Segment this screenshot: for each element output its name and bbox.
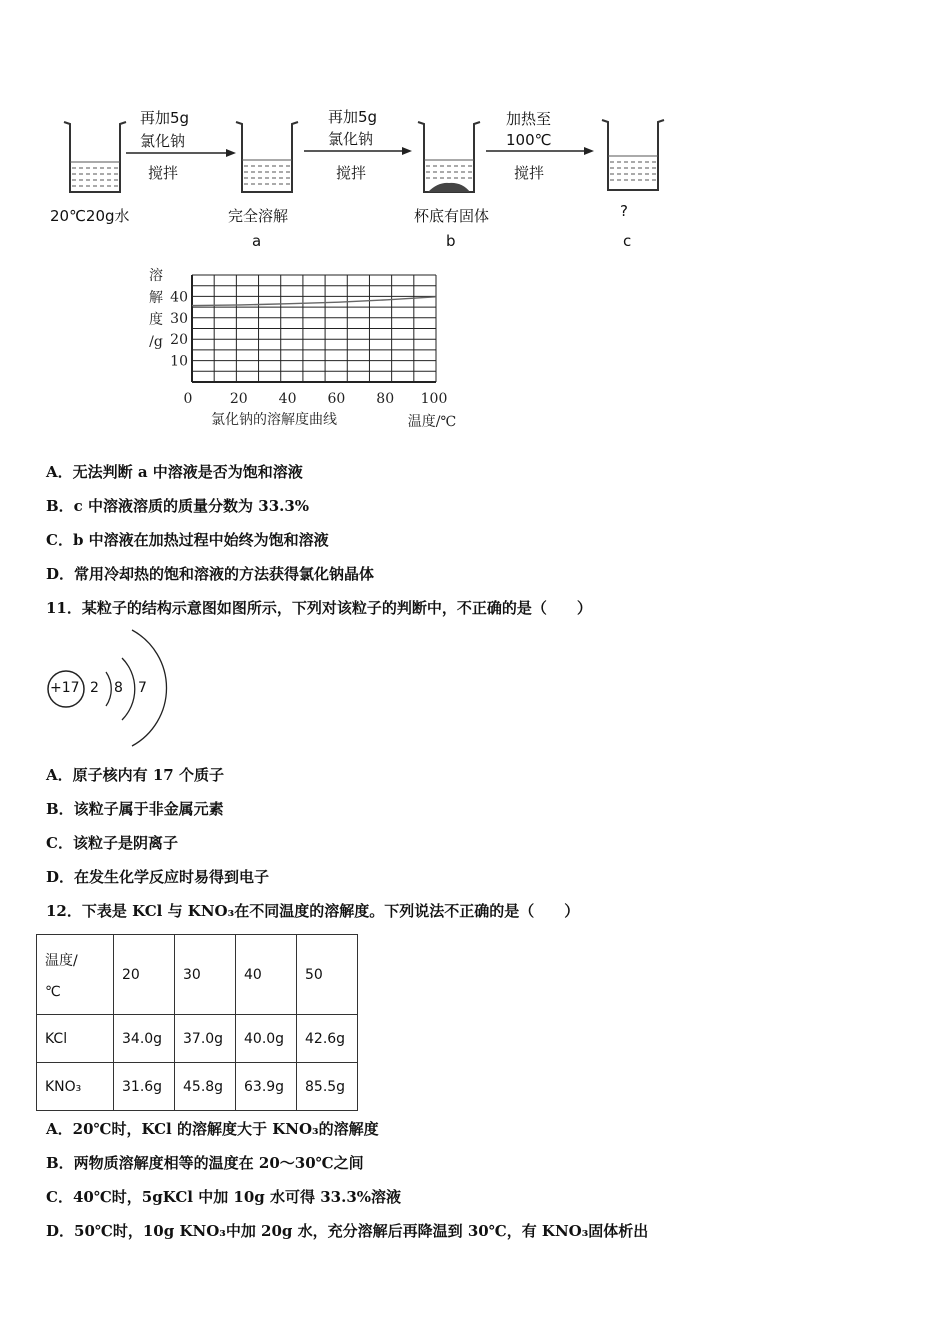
x-tick-label: 20 xyxy=(229,391,248,407)
arrow-icon xyxy=(402,147,412,155)
y-tick-label: 30 xyxy=(170,310,188,327)
q12-option-b: B．两物质溶解度相等的温度在 20～30℃之间 xyxy=(46,1154,364,1172)
solubility-table xyxy=(36,934,358,1111)
table-cell: 37.0g xyxy=(175,1015,236,1063)
table-row-label: KCl xyxy=(37,1015,114,1063)
table-cell: 42.6g xyxy=(297,1015,358,1063)
arrow-icon xyxy=(226,149,236,157)
beaker-icon xyxy=(418,122,480,192)
arrow-icon xyxy=(584,147,594,155)
x-axis-label: 温度/℃ xyxy=(407,414,457,430)
beaker-a-letter: a xyxy=(252,232,262,250)
y-axis-label: 溶 xyxy=(149,268,163,284)
x-tick-label: 80 xyxy=(376,391,395,407)
table-cell: 63.9g xyxy=(236,1063,297,1111)
beaker-icon xyxy=(602,120,664,190)
beaker0-label: 20℃20g水 xyxy=(50,207,130,225)
shell-1-electrons: 2 xyxy=(90,680,99,696)
beaker-c-letter: c xyxy=(623,232,632,250)
beaker-icon xyxy=(64,122,126,192)
solubility-chart xyxy=(140,262,480,434)
step3-line3: 搅拌 xyxy=(514,164,545,182)
q12-option-a: A．20℃时，KCl 的溶解度大于 KNO₃的溶解度 xyxy=(46,1120,379,1138)
y-axis-label: /g xyxy=(149,334,163,350)
x-tick-label: 100 xyxy=(420,391,448,407)
table-cell: 31.6g xyxy=(114,1063,175,1111)
shell-3-electrons: 7 xyxy=(138,680,147,696)
q10-option-b: B．c 中溶液溶质的质量分数为 33.3% xyxy=(46,497,310,515)
beaker-c-label: ? xyxy=(620,202,628,220)
q10-option-c: C．b 中溶液在加热过程中始终为饱和溶液 xyxy=(46,531,329,549)
y-tick-label: 20 xyxy=(170,332,188,349)
solid-precipitate-icon xyxy=(428,183,470,192)
step3-line2: 100℃ xyxy=(506,131,552,149)
table-cell: 34.0g xyxy=(114,1015,175,1063)
table-header-cell: 30 xyxy=(175,935,236,1015)
table-row xyxy=(37,1063,358,1111)
step1-line1: 再加5g xyxy=(140,109,190,127)
table-row xyxy=(37,1015,358,1063)
table-cell: 45.8g xyxy=(175,1063,236,1111)
q11-option-d: D．在发生化学反应时易得到电子 xyxy=(46,868,270,886)
y-axis-label: 度 xyxy=(149,312,163,328)
shell-2-electrons: 8 xyxy=(114,680,123,696)
step2-line3: 搅拌 xyxy=(336,164,367,182)
x-tick-label: 60 xyxy=(327,391,346,407)
q12-option-d: D．50℃时，10g KNO₃中加 20g 水，充分溶解后再降温到 30℃，有 KNO₃固体析出 xyxy=(46,1222,649,1240)
step3-line1: 加热至 xyxy=(506,110,552,128)
q12-option-c: C．40℃时，5gKCl 中加 10g 水可得 33.3%溶液 xyxy=(46,1188,402,1206)
x-tick-label: 0 xyxy=(183,391,193,407)
table-header-cell: 50 xyxy=(297,935,358,1015)
q10-option-a: A．无法判断 a 中溶液是否为饱和溶液 xyxy=(46,463,303,481)
q10-option-d: D．常用冷却热的饱和溶液的方法获得氯化钠晶体 xyxy=(46,565,375,583)
beaker-b-label: 杯底有固体 xyxy=(414,207,490,225)
beaker-b-letter: b xyxy=(446,232,456,250)
q11-option-b: B．该粒子属于非金属元素 xyxy=(46,800,224,818)
beaker-icon xyxy=(236,122,298,192)
table-header-cell: 40 xyxy=(236,935,297,1015)
chart-title: 氯化钠的溶解度曲线 xyxy=(211,412,337,428)
table-header-temp: 温度/ ℃ xyxy=(37,935,114,1015)
beaker-a-label: 完全溶解 xyxy=(228,207,289,225)
nucleus-charge: +17 xyxy=(50,680,80,696)
q11-stem: 11．某粒子的结构示意图如图所示，下列对该粒子的判断中，不正确的是（ ） xyxy=(46,599,592,617)
y-tick-label: 40 xyxy=(170,289,188,306)
y-axis-label: 解 xyxy=(149,290,163,306)
q11-option-c: C．该粒子是阴离子 xyxy=(46,834,178,852)
y-tick-label: 10 xyxy=(170,353,188,370)
table-cell: 85.5g xyxy=(297,1063,358,1111)
step2-line1: 再加5g xyxy=(328,108,378,126)
step1-line3: 搅拌 xyxy=(148,164,179,182)
table-cell: 40.0g xyxy=(236,1015,297,1063)
table-header-cell: 20 xyxy=(114,935,175,1015)
x-tick-label: 40 xyxy=(278,391,297,407)
q12-stem: 12．下表是 KCl 与 KNO₃在不同温度的溶解度。下列说法不正确的是（ ） xyxy=(46,902,580,920)
table-row-label: KNO₃ xyxy=(37,1063,114,1111)
step2-line2: 氯化钠 xyxy=(328,130,374,148)
q11-option-a: A．原子核内有 17 个质子 xyxy=(46,766,224,784)
step1-line2: 氯化钠 xyxy=(140,132,186,150)
solubility-curve xyxy=(192,297,436,306)
